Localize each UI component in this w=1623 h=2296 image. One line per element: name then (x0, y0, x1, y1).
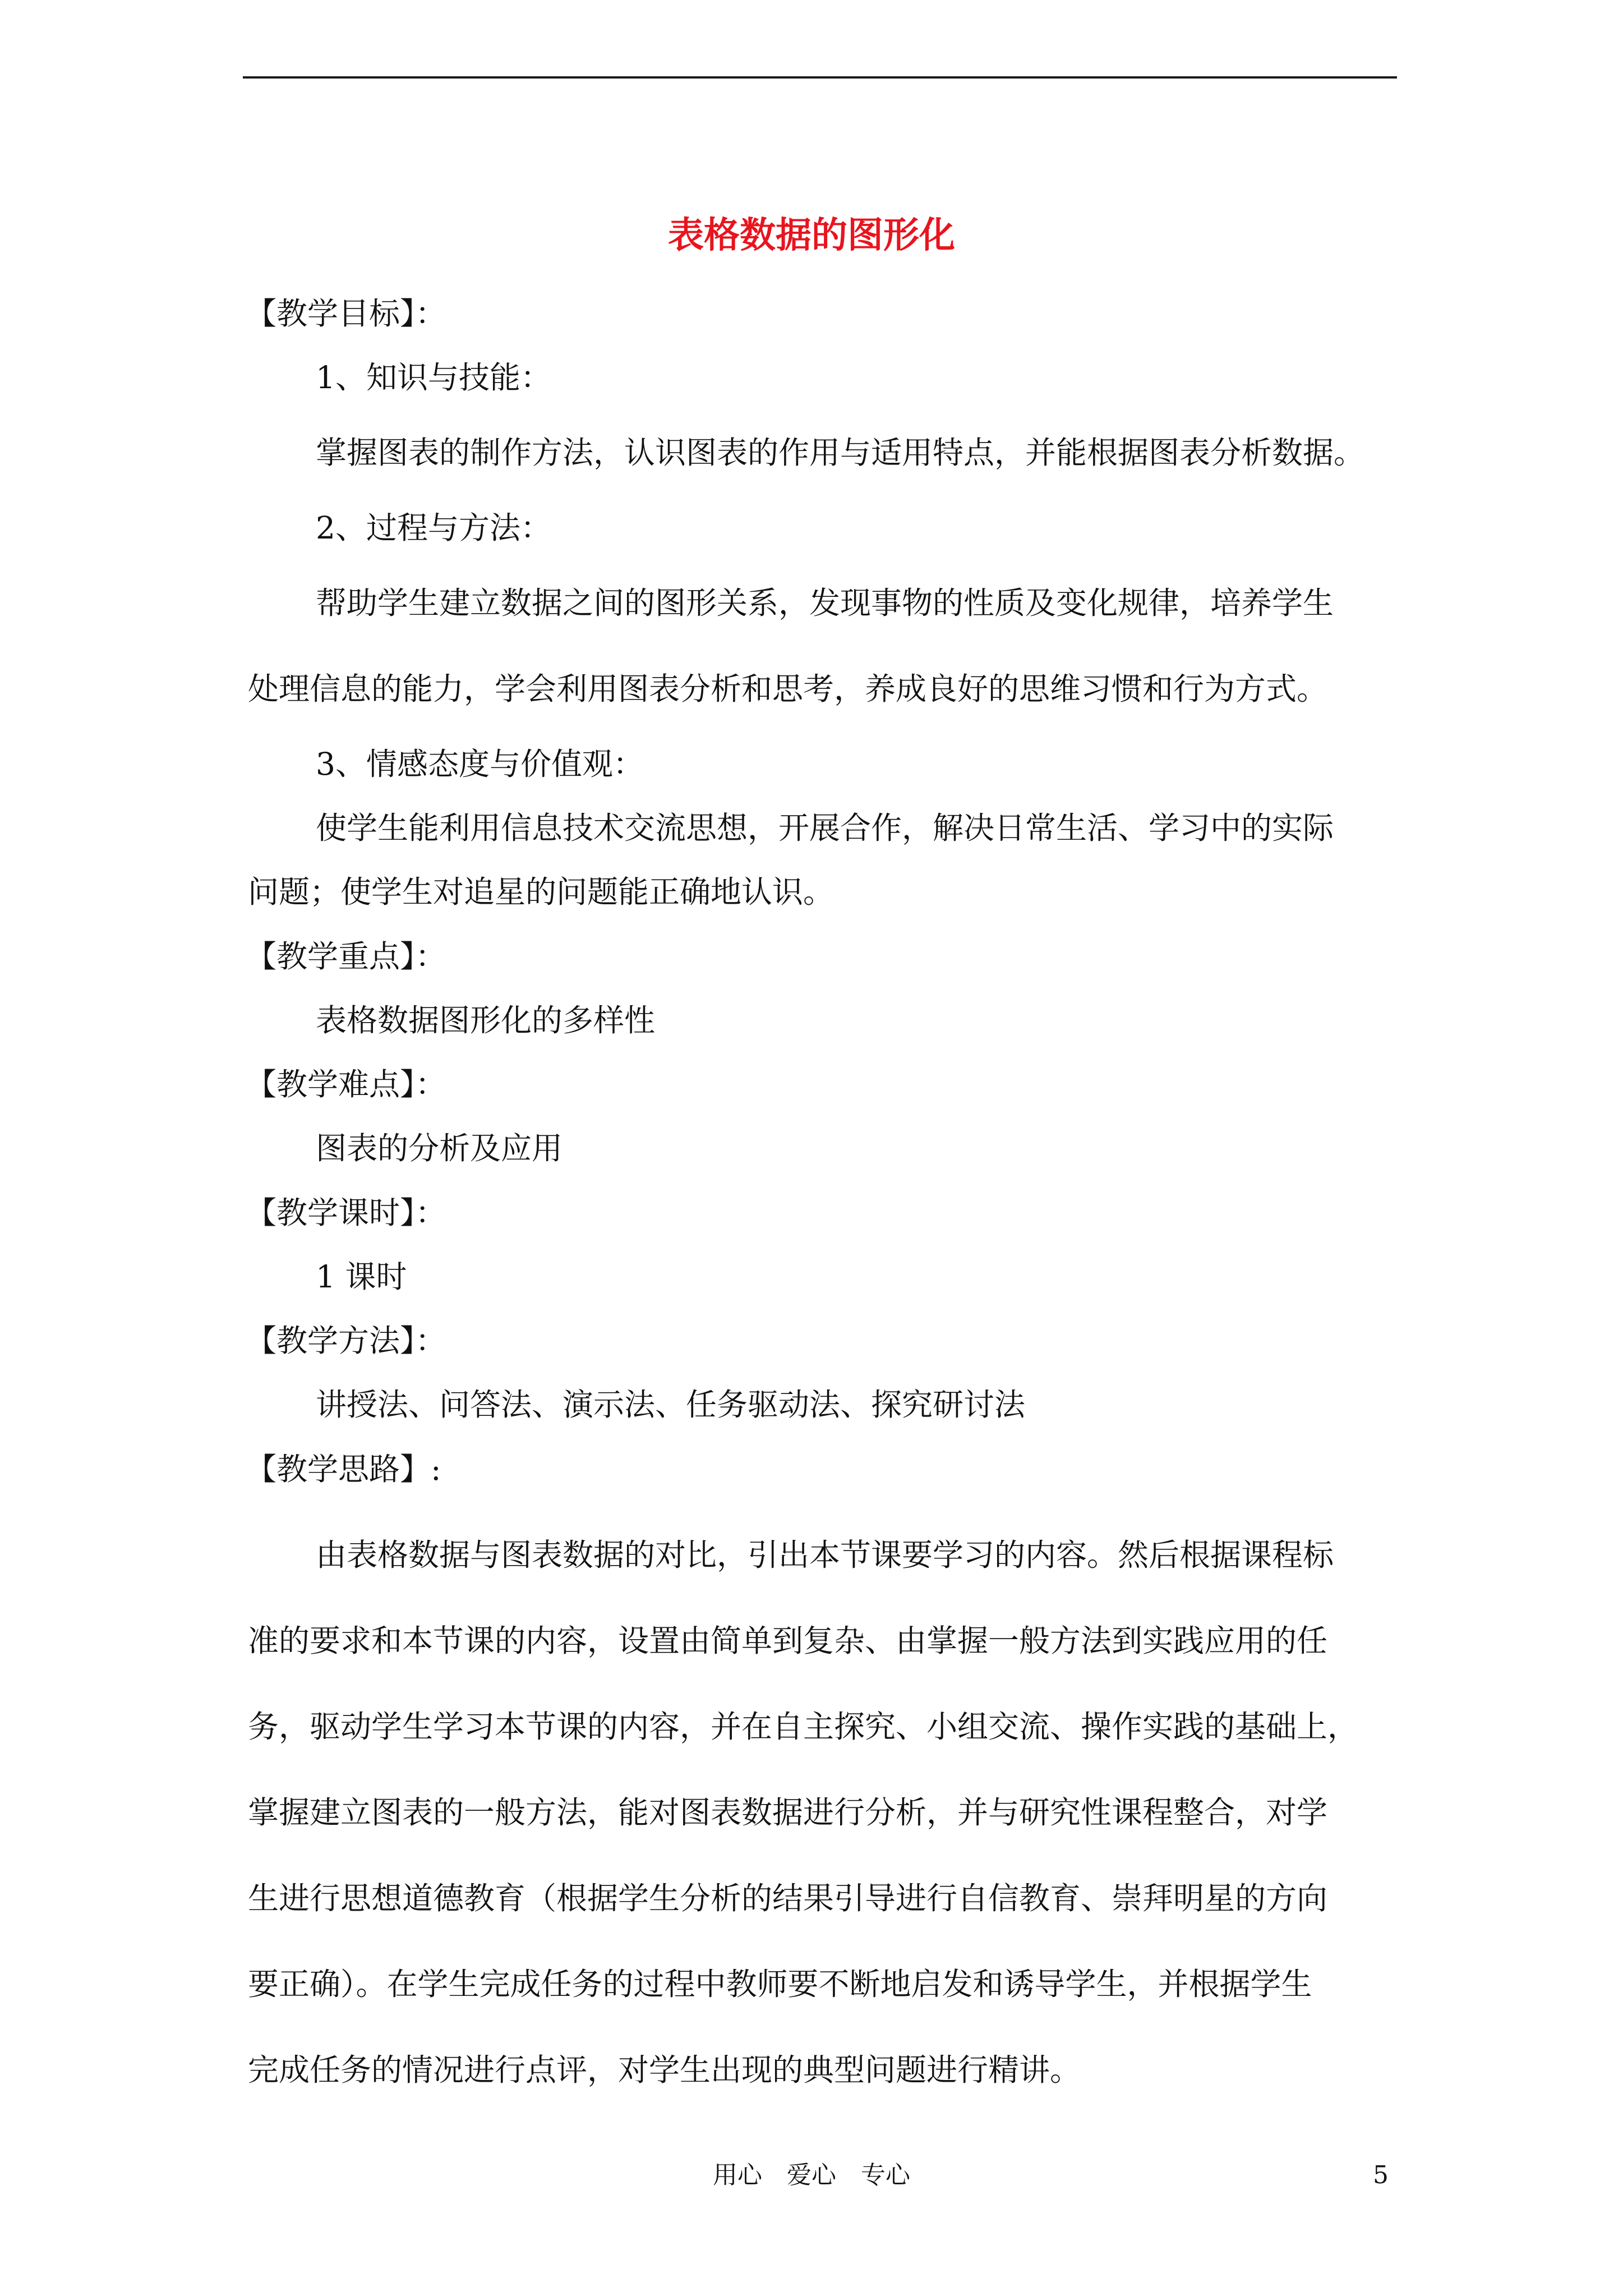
objectives-heading: 【教学目标】： (246, 296, 446, 332)
page-number: 5 (1373, 2161, 1389, 2189)
approach-line-6: 要正确）。在学生完成任务的过程中教师要不断地启发和诱导学生，并根据学生 (248, 1966, 1312, 2002)
objective-3-title: 3、情感态度与价值观： (316, 746, 644, 782)
approach-line-5: 生进行思想道德教育（根据学生分析的结果引导进行自信教育、崇拜明星的方向 (248, 1880, 1328, 1916)
difficulty-heading: 【教学难点】： (246, 1066, 446, 1102)
objective-3-line-1: 使学生能利用信息技术交流思想，开展合作，解决日常生活、学习中的实际 (316, 810, 1334, 846)
approach-line-3: 务，驱动学生学习本节课的内容，并在自主探究、小组交流、操作实践的基础上， (248, 1709, 1359, 1745)
methods-heading: 【教学方法】： (246, 1323, 446, 1359)
objective-1-title: 1、知识与技能： (316, 360, 551, 395)
footer-motto: 用心 爱心 专心 (713, 2161, 910, 2189)
methods-text: 讲授法、问答法、演示法、任务驱动法、探究研讨法 (316, 1387, 1026, 1423)
approach-line-4: 掌握建立图表的一般方法，能对图表数据进行分析，并与研究性课程整合，对学 (248, 1795, 1328, 1830)
approach-line-1: 由表格数据与图表数据的对比，引出本节课要学习的内容。然后根据课程标 (316, 1537, 1334, 1573)
key-point-heading: 【教学重点】： (246, 938, 446, 974)
objective-1-text: 掌握图表的制作方法，认识图表的作用与适用特点，并能根据图表分析数据。 (316, 435, 1365, 471)
document-title: 表格数据的图形化 (668, 214, 955, 256)
class-hours-heading: 【教学课时】： (246, 1195, 446, 1231)
objective-3-line-2: 问题；使学生对追星的问题能正确地认识。 (248, 874, 834, 910)
approach-heading: 【教学思路】: (246, 1451, 441, 1487)
objective-2-line-2: 处理信息的能力，学会利用图表分析和思考，养成良好的思维习惯和行为方式。 (248, 671, 1328, 707)
objective-2-line-1: 帮助学生建立数据之间的图形关系，发现事物的性质及变化规律，培养学生 (316, 585, 1334, 621)
approach-line-7: 完成任务的情况进行点评，对学生出现的典型问题进行精讲。 (248, 2052, 1081, 2088)
approach-line-2: 准的要求和本节课的内容，设置由简单到复杂、由掌握一般方法到实践应用的任 (248, 1623, 1328, 1659)
class-hours-text: 1 课时 (316, 1259, 407, 1295)
key-point-text: 表格数据图形化的多样性 (316, 1002, 656, 1038)
difficulty-text: 图表的分析及应用 (316, 1130, 563, 1166)
header-rule (243, 76, 1397, 79)
objective-2-title: 2、过程与方法： (316, 510, 551, 546)
